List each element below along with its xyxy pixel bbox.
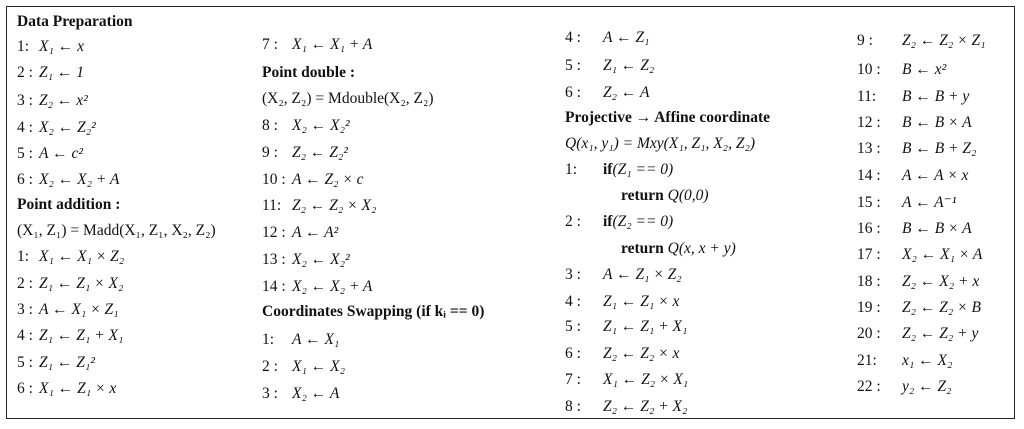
step-number: 2 : — [565, 213, 581, 230]
algorithm-step — [857, 296, 981, 319]
algorithm-step — [565, 81, 649, 104]
step-expression: X₂ ← X₂ + A — [292, 278, 373, 295]
algorithm-step — [262, 328, 339, 351]
algorithm-step — [262, 221, 338, 244]
section-heading: Data Preparation — [17, 13, 133, 30]
step-number: 6 : — [565, 345, 581, 362]
step-number: 4 : — [17, 119, 33, 136]
step-number: 8 : — [262, 117, 278, 134]
step-number: 2 : — [17, 64, 33, 81]
algorithm-step — [17, 272, 123, 295]
algorithm-step — [565, 263, 682, 286]
algorithm-step — [262, 194, 376, 217]
algorithm-step — [565, 158, 673, 181]
step-expression: X₂ ← X₂² — [292, 117, 350, 134]
step-expression: Q(x₁, y₁) = Mxy(X₁, Z₁, X₂, Z₂) — [565, 135, 755, 152]
step-expression: X₂ ← X₂² — [292, 251, 350, 268]
step-number: 10 : — [857, 61, 881, 78]
algorithm-step — [857, 111, 972, 134]
step-number: 2 : — [17, 275, 33, 292]
step-expression: if(Z₂ == 0) — [603, 213, 674, 230]
step-expression: x₁ ← X₂ — [902, 352, 953, 369]
algorithm-step — [857, 191, 956, 214]
algorithm-step — [565, 210, 673, 233]
step-number: 17 : — [857, 246, 881, 263]
algorithm-step — [857, 243, 982, 266]
step-expression: X₁ ← X₁ × Z₂ — [39, 248, 125, 265]
step-number: 15 : — [857, 194, 881, 211]
algorithm-step — [17, 324, 123, 347]
step-number: 7 : — [565, 371, 581, 388]
step-number: 20 : — [857, 325, 881, 342]
algorithm-step — [17, 245, 124, 268]
step-expression: A ← Z₁ — [603, 29, 650, 46]
step-number: 13 : — [262, 251, 286, 268]
step-expression: Z₂ ← Z₂² — [292, 144, 348, 161]
algorithm-step — [857, 164, 968, 187]
step-number: 4 : — [565, 293, 581, 310]
algorithm-step — [262, 355, 345, 378]
step-expression: B ← x² — [902, 61, 947, 78]
step-expression: A ← X₁ × Z₁ — [39, 301, 119, 318]
algorithm-step — [565, 132, 755, 155]
step-number: 16 : — [857, 220, 881, 237]
step-expression: A ← A⁻¹ — [902, 194, 957, 211]
step-number: 18 : — [857, 273, 881, 290]
section-heading: Coordinates Swapping (if kᵢ == 0) — [262, 303, 485, 320]
algorithm-step — [857, 58, 946, 81]
step-expression: B ← B + Z₂ — [902, 140, 977, 157]
step-expression: A ← Z₁ × Z₂ — [603, 266, 682, 283]
step-number: 5 : — [17, 354, 33, 371]
step-expression: Z₁ ← Z₁ × x — [603, 293, 680, 310]
step-expression: B ← B × A — [902, 220, 972, 237]
algorithm-step — [565, 54, 654, 77]
step-expression: Z₁ ← Z₁ + X₁ — [603, 318, 688, 335]
step-expression: Z₁ ← Z₂ — [603, 57, 655, 74]
step-number: 5 : — [17, 145, 33, 162]
step-number: 14 : — [857, 167, 881, 184]
step-number: 3 : — [565, 266, 581, 283]
step-expression: X₁ ← Z₁ × x — [39, 380, 117, 397]
algorithm-step — [262, 141, 348, 164]
step-number: 1: — [565, 161, 578, 178]
algorithm-step — [17, 35, 84, 58]
step-number: 6 : — [565, 84, 581, 101]
step-number: 3 : — [17, 92, 33, 109]
step-expression: A ← c² — [39, 145, 83, 162]
step-number: 1: — [17, 248, 30, 265]
algorithm-step — [17, 351, 95, 374]
algorithm-step — [17, 89, 88, 112]
step-number: 9 : — [262, 144, 278, 161]
step-expression: return Q(x, x + y) — [621, 240, 736, 257]
step-expression: Z₂ ← Z₂ × x — [603, 345, 680, 362]
step-expression: X₂ ← A — [292, 385, 340, 402]
step-expression: Z₂ ← Z₂ × B — [902, 299, 981, 316]
step-expression: Z₂ ← Z₂ + X₂ — [603, 398, 688, 415]
algorithm-step — [857, 270, 979, 293]
algorithm-step — [857, 217, 972, 240]
algorithm-step — [262, 382, 339, 405]
step-expression: X₁ ← X₂ — [292, 358, 345, 375]
step-number: 14 : — [262, 278, 286, 295]
step-number: 5 : — [565, 57, 581, 74]
algorithm-step — [262, 87, 434, 110]
step-number: 5 : — [565, 318, 581, 335]
step-expression: A ← X₁ — [292, 331, 340, 348]
step-number: 12 : — [857, 114, 881, 131]
step-expression: (X₂, Z₂) = Mdouble(X₂, Z₂) — [262, 90, 434, 107]
step-number: 11: — [857, 88, 877, 105]
step-expression: X₂ ← X₂ + A — [39, 171, 120, 188]
step-expression: X₁ ← x — [39, 38, 84, 55]
step-number: 1: — [17, 38, 30, 55]
step-number: 6 : — [17, 380, 33, 397]
algorithm-step — [17, 168, 119, 191]
step-number: 2 : — [262, 358, 278, 375]
algorithm-step — [262, 248, 350, 271]
step-expression: Z₂ ← A — [603, 84, 650, 101]
step-number: 7 : — [262, 36, 278, 53]
step-number: 21: — [857, 352, 877, 369]
step-expression: B ← B + y — [902, 88, 970, 105]
algorithm-step — [857, 85, 969, 108]
step-expression: (X₁, Z₁) = Madd(X₁, Z₁, X₂, Z₂) — [17, 222, 216, 239]
step-number: 12 : — [262, 224, 286, 241]
algorithm-step — [17, 219, 216, 242]
step-expression: Z₂ ← Z₂ × Z₁ — [902, 32, 986, 49]
algorithm-step — [857, 137, 976, 160]
step-expression: if(Z₁ == 0) — [603, 161, 674, 178]
step-expression: X₁ ← Z₂ × X₁ — [603, 371, 689, 388]
algorithm-step — [565, 368, 688, 391]
algorithm-step — [565, 26, 649, 49]
step-number: 22 : — [857, 378, 881, 395]
step-expression: Z₁ ← Z₁ × X₂ — [39, 275, 124, 292]
algorithm-step — [262, 168, 364, 191]
algorithm-step — [565, 184, 709, 207]
algorithm-step — [565, 395, 687, 418]
step-expression: Z₁ ← Z₁² — [39, 354, 95, 371]
step-number: 9 : — [857, 32, 873, 49]
step-number: 1: — [262, 331, 275, 348]
step-expression: X₂ ← X₁ × A — [902, 246, 983, 263]
algorithm-step — [17, 142, 83, 165]
algorithm-step — [857, 349, 952, 372]
step-expression: Z₁ ← Z₁ + X₁ — [39, 327, 124, 344]
step-number: 3 : — [262, 385, 278, 402]
algorithm-step — [565, 290, 679, 313]
step-number: 11: — [262, 197, 282, 214]
step-expression: B ← B × A — [902, 114, 972, 131]
section-heading: Point double : — [262, 64, 356, 81]
step-expression: Z₂ ← x² — [39, 92, 88, 109]
algorithm-step — [262, 33, 372, 56]
algorithm-step — [262, 275, 372, 298]
algorithm-step — [565, 315, 687, 338]
step-number: 8 : — [565, 398, 581, 415]
step-expression: Z₁ ← 1 — [39, 64, 85, 81]
step-number: 6 : — [17, 171, 33, 188]
section-heading: Projective → Affine coordinate — [565, 109, 771, 126]
step-number: 3 : — [17, 301, 33, 318]
algorithm-step — [17, 61, 84, 84]
step-expression: Z₂ ← Z₂ + y — [902, 325, 979, 342]
algorithm-step — [857, 375, 952, 398]
algorithm-step — [17, 298, 119, 321]
algorithm-step — [262, 114, 350, 137]
section-heading: Point addition : — [17, 196, 121, 213]
step-number: 4 : — [565, 29, 581, 46]
step-expression: y₂ ← Z₂ — [902, 378, 952, 395]
algorithm-step — [17, 116, 96, 139]
step-expression: A ← Z₂ × c — [292, 171, 364, 188]
step-number: 13 : — [857, 140, 881, 157]
algorithm-step — [17, 377, 116, 400]
algorithm-step — [565, 342, 679, 365]
algorithm-step — [857, 322, 978, 345]
algorithm-step — [565, 237, 736, 260]
step-number: 19 : — [857, 299, 881, 316]
step-number: 10 : — [262, 171, 286, 188]
step-expression: A ← A × x — [902, 167, 969, 184]
step-expression: Z₂ ← X₂ + x — [902, 273, 980, 290]
step-expression: Z₂ ← Z₂ × X₂ — [292, 197, 377, 214]
step-number: 4 : — [17, 327, 33, 344]
algorithm-step — [857, 29, 986, 52]
step-expression: return Q(0,0) — [621, 187, 709, 204]
step-expression: X₂ ← Z₂² — [39, 119, 96, 136]
step-expression: X₁ ← X₁ + A — [292, 36, 373, 53]
step-expression: A ← A² — [292, 224, 339, 241]
